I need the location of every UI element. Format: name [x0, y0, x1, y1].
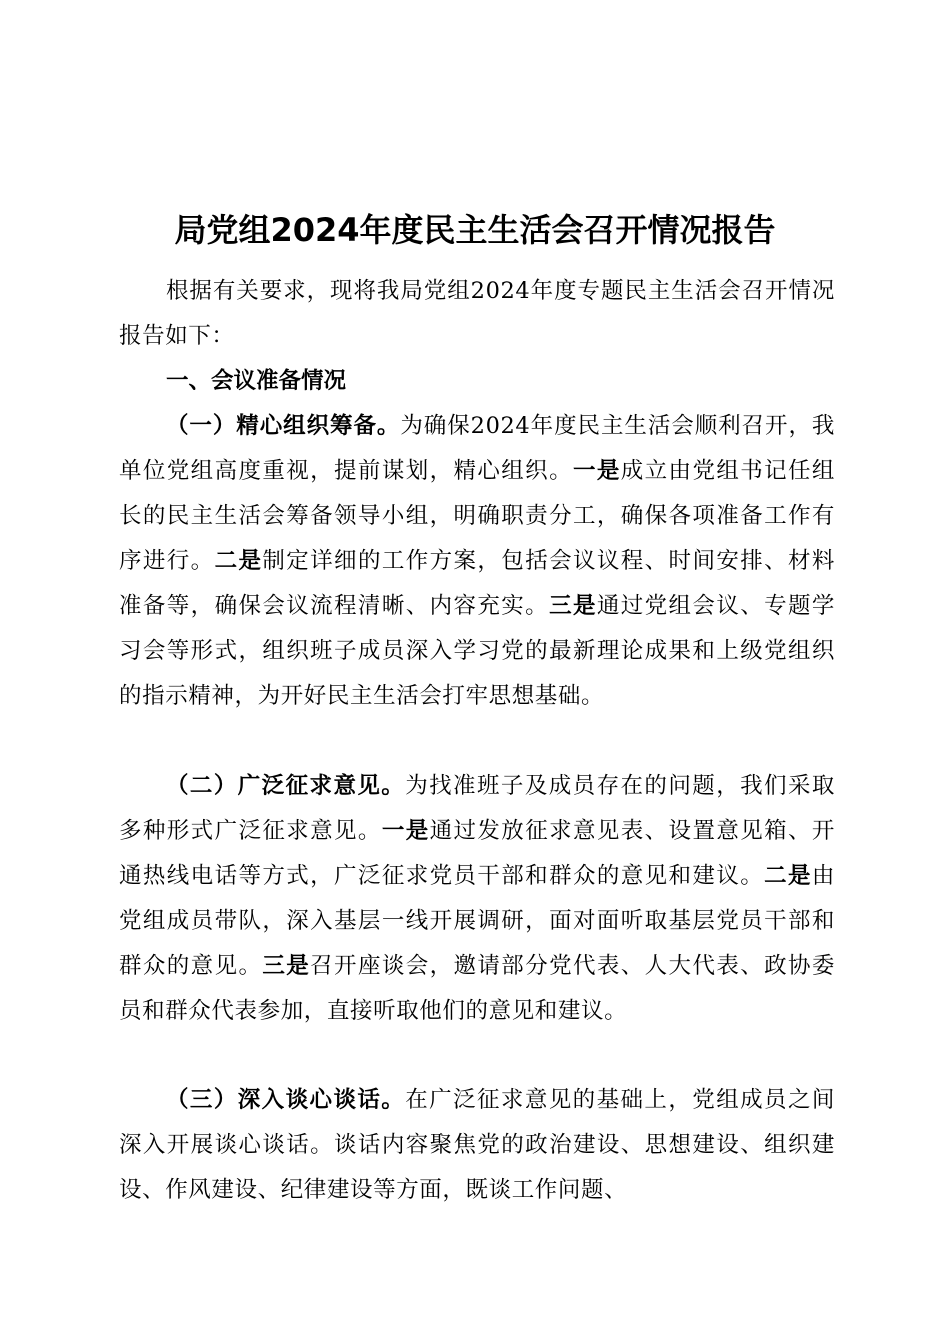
paragraph-heart-to-heart-talks	[119, 1078, 835, 1213]
enumerator-second: 二是	[214, 548, 263, 574]
section-heading-1: 一、会议准备情况	[166, 368, 347, 394]
enumerator-first: 一是	[572, 458, 621, 484]
paragraph-text: 通过发放征求意见表、设置意见箱、开通热线电话等方式，广泛征求党员干部和群众的意见和建议。	[119, 818, 836, 889]
paragraph-text: 在广泛征求意见的基础上，党组成员之间深入开展谈心谈话。谈话内容聚焦党的政治建设、思想建设、组织建设、作风建设、纪律建设等方面，既谈工作问题、	[119, 1087, 835, 1203]
enumerator-third: 三是	[549, 593, 597, 619]
enumerator-first: 一是	[381, 818, 430, 844]
paragraph-lead: （三）深入谈心谈话。	[166, 1087, 406, 1113]
paragraph-text: 成立由党组书记任组长的民主生活会筹备领导小组，明确职责分工，确保各项准备工作有序进行。	[119, 458, 836, 574]
paragraph-organize-preparation	[119, 404, 835, 719]
enumerator-third: 三是	[262, 953, 311, 979]
paragraph-solicit-opinions	[119, 764, 835, 1034]
intro-paragraph: 根据有关要求，现将我局党组2024年度专题民主生活会召开情况报告如下：	[119, 278, 835, 349]
paragraph-lead: （一）精心组织筹备。	[166, 413, 401, 439]
paragraph-text: 为找准班子及成员存在的问题，我们采取多种形式广泛征求意见。	[119, 773, 835, 844]
enumerator-second: 二是	[764, 863, 812, 889]
paragraph-text: 召开座谈会，邀请部分党代表、人大代表、政协委员和群众代表参加，直接听取他们的意见和建议。	[119, 953, 836, 1024]
paragraph-text: 为确保2024年度民主生活会顺利召开，我单位党组高度重视，提前谋划，精心组织。	[119, 413, 835, 484]
paragraph-text: 制定详细的工作方案，包括会议议程、时间安排、材料准备等，确保会议流程清晰、内容充实。	[119, 548, 836, 619]
paragraph-text: 由党组成员带队，深入基层一线开展调研，面对面听取基层党员干部和群众的意见。	[119, 863, 836, 979]
paragraph-lead: （二）广泛征求意见。	[166, 773, 406, 799]
paragraph-text: 通过党组会议、专题学习会等形式，组织班子成员深入学习党的最新理论成果和上级党组织的指示精神，为开好民主生活会打牢思想基础。	[119, 593, 835, 709]
document-title: 局党组2024年度民主生活会召开情况报告	[174, 211, 776, 249]
